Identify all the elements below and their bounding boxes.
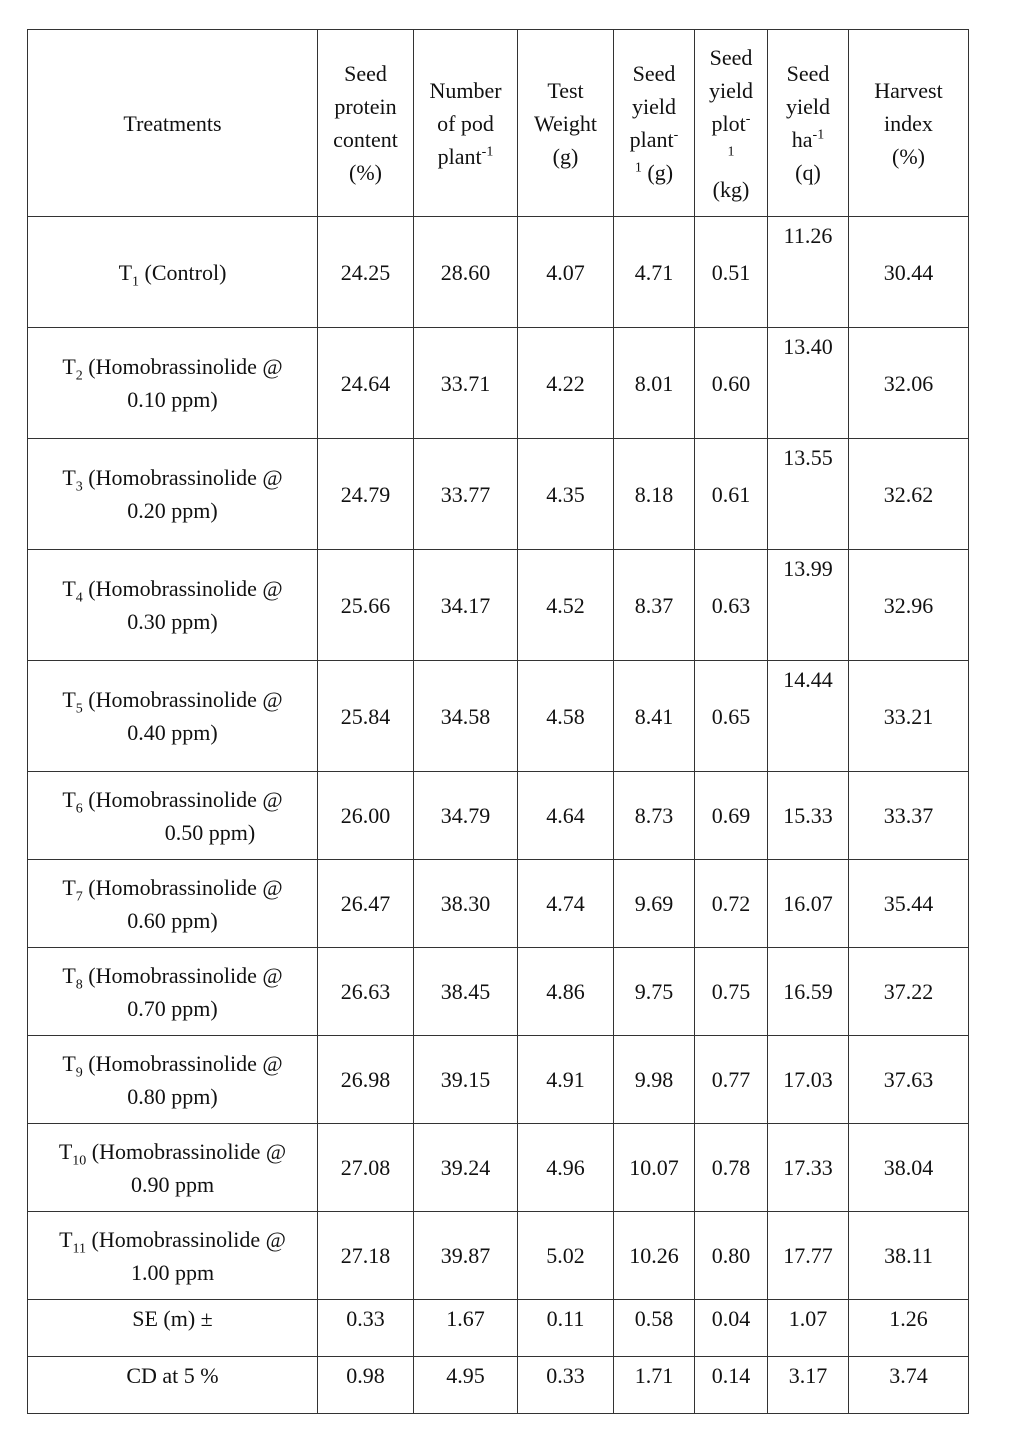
value-cell: 14.44 xyxy=(768,661,849,772)
stat-value-cell: 0.98 xyxy=(318,1357,414,1414)
header-test-weight: Test Weight (g) xyxy=(518,30,614,217)
value-cell: 4.91 xyxy=(518,1036,614,1124)
value-cell: 26.00 xyxy=(318,772,414,860)
stat-value-cell: 4.95 xyxy=(414,1357,518,1414)
value-cell: 25.84 xyxy=(318,661,414,772)
value-cell: 33.37 xyxy=(849,772,969,860)
value-cell: 38.04 xyxy=(849,1124,969,1212)
value-cell: 4.35 xyxy=(518,439,614,550)
value-cell: 26.63 xyxy=(318,948,414,1036)
stat-row xyxy=(28,1357,969,1414)
treatment-cell: $T_4$ (Homobrassinolide @ 0.30 ppm) xyxy=(28,550,318,661)
value-cell: 24.79 xyxy=(318,439,414,550)
header-pods-per-plant: Number of pod plant$^{-1}$ xyxy=(414,30,518,217)
value-cell: 10.26 xyxy=(614,1212,695,1300)
table-body xyxy=(28,217,969,1414)
table-row xyxy=(28,328,969,439)
value-cell: 27.18 xyxy=(318,1212,414,1300)
header-seed-yield-plant: Seed yield plant- $^1$ (g) xyxy=(614,30,695,217)
table-row xyxy=(28,661,969,772)
treatment-cell: $T_1$ (Control) xyxy=(28,217,318,328)
value-cell: 24.64 xyxy=(318,328,414,439)
value-cell: 32.06 xyxy=(849,328,969,439)
header-seed-yield-ha: Seed yield $ha^{-1}$ (q) xyxy=(768,30,849,217)
value-cell: 0.61 xyxy=(695,439,768,550)
stat-label: SE (m) ± xyxy=(28,1300,318,1357)
stat-row xyxy=(28,1300,969,1357)
value-cell: 25.66 xyxy=(318,550,414,661)
stat-value-cell: 1.07 xyxy=(768,1300,849,1357)
table-row xyxy=(28,860,969,948)
value-cell: 33.21 xyxy=(849,661,969,772)
value-cell: 32.62 xyxy=(849,439,969,550)
stat-value-cell: 0.58 xyxy=(614,1300,695,1357)
stat-value-cell: 1.71 xyxy=(614,1357,695,1414)
value-cell: 39.15 xyxy=(414,1036,518,1124)
value-cell: 0.78 xyxy=(695,1124,768,1212)
header-seed-protein: Seed protein content (%) xyxy=(318,30,414,217)
value-cell: 38.30 xyxy=(414,860,518,948)
value-cell: 9.75 xyxy=(614,948,695,1036)
value-cell: 13.55 xyxy=(768,439,849,550)
value-cell: 34.79 xyxy=(414,772,518,860)
value-cell: 34.17 xyxy=(414,550,518,661)
value-cell: 35.44 xyxy=(849,860,969,948)
value-cell: 4.58 xyxy=(518,661,614,772)
value-cell: 39.24 xyxy=(414,1124,518,1212)
stat-value-cell: 0.14 xyxy=(695,1357,768,1414)
value-cell: 4.52 xyxy=(518,550,614,661)
value-cell: 37.63 xyxy=(849,1036,969,1124)
value-cell: 4.74 xyxy=(518,860,614,948)
stat-label: CD at 5 % xyxy=(28,1357,318,1414)
treatment-cell: $T_9$ (Homobrassinolide @ 0.80 ppm) xyxy=(28,1036,318,1124)
value-cell: 17.03 xyxy=(768,1036,849,1124)
treatment-cell: $T_3$ (Homobrassinolide @ 0.20 ppm) xyxy=(28,439,318,550)
stat-value-cell: 1.67 xyxy=(414,1300,518,1357)
table-row xyxy=(28,1212,969,1300)
value-cell: 4.64 xyxy=(518,772,614,860)
value-cell: 4.96 xyxy=(518,1124,614,1212)
value-cell: 0.60 xyxy=(695,328,768,439)
treatment-cell: $T_5$ (Homobrassinolide @ 0.40 ppm) xyxy=(28,661,318,772)
stat-value-cell: 0.11 xyxy=(518,1300,614,1357)
value-cell: 33.77 xyxy=(414,439,518,550)
value-cell: 0.80 xyxy=(695,1212,768,1300)
stat-value-cell: 0.33 xyxy=(318,1300,414,1357)
value-cell: 13.99 xyxy=(768,550,849,661)
treatment-cell: $T_6$ (Homobrassinolide @ 0.50 ppm) xyxy=(28,772,318,860)
header-row xyxy=(28,30,969,217)
value-cell: 4.86 xyxy=(518,948,614,1036)
value-cell: 28.60 xyxy=(414,217,518,328)
stat-value-cell: 0.04 xyxy=(695,1300,768,1357)
value-cell: 0.63 xyxy=(695,550,768,661)
value-cell: 26.47 xyxy=(318,860,414,948)
header-harvest-index: Harvest index (%) xyxy=(849,30,969,217)
value-cell: 39.87 xyxy=(414,1212,518,1300)
header-treatments: Treatments xyxy=(28,30,318,217)
value-cell: 5.02 xyxy=(518,1212,614,1300)
value-cell: 30.44 xyxy=(849,217,969,328)
value-cell: 33.71 xyxy=(414,328,518,439)
value-cell: 8.73 xyxy=(614,772,695,860)
treatment-cell: $T_{10}$ (Homobrassinolide @ 0.90 ppm xyxy=(28,1124,318,1212)
value-cell: 0.69 xyxy=(695,772,768,860)
value-cell: 4.71 xyxy=(614,217,695,328)
value-cell: 0.77 xyxy=(695,1036,768,1124)
table-row xyxy=(28,550,969,661)
table-row xyxy=(28,772,969,860)
value-cell: 8.01 xyxy=(614,328,695,439)
value-cell: 9.69 xyxy=(614,860,695,948)
stat-value-cell: 3.17 xyxy=(768,1357,849,1414)
value-cell: 26.98 xyxy=(318,1036,414,1124)
value-cell: 4.07 xyxy=(518,217,614,328)
value-cell: 32.96 xyxy=(849,550,969,661)
treatment-cell: $T_7$ (Homobrassinolide @ 0.60 ppm) xyxy=(28,860,318,948)
value-cell: 9.98 xyxy=(614,1036,695,1124)
treatment-cell: $T_8$ (Homobrassinolide @ 0.70 ppm) xyxy=(28,948,318,1036)
value-cell: 8.41 xyxy=(614,661,695,772)
value-cell: 16.07 xyxy=(768,860,849,948)
value-cell: 16.59 xyxy=(768,948,849,1036)
treatment-cell: $T_2$ (Homobrassinolide @ 0.10 ppm) xyxy=(28,328,318,439)
stat-value-cell: 0.33 xyxy=(518,1357,614,1414)
table-row xyxy=(28,948,969,1036)
value-cell: 8.37 xyxy=(614,550,695,661)
table-row xyxy=(28,217,969,328)
value-cell: 4.22 xyxy=(518,328,614,439)
value-cell: 0.72 xyxy=(695,860,768,948)
value-cell: 24.25 xyxy=(318,217,414,328)
value-cell: 10.07 xyxy=(614,1124,695,1212)
value-cell: 27.08 xyxy=(318,1124,414,1212)
value-cell: 34.58 xyxy=(414,661,518,772)
table-row xyxy=(28,1036,969,1124)
results-table xyxy=(27,29,969,1414)
value-cell: 0.75 xyxy=(695,948,768,1036)
value-cell: 8.18 xyxy=(614,439,695,550)
value-cell: 0.65 xyxy=(695,661,768,772)
value-cell: 15.33 xyxy=(768,772,849,860)
value-cell: 38.11 xyxy=(849,1212,969,1300)
stat-value-cell: 3.74 xyxy=(849,1357,969,1414)
value-cell: 11.26 xyxy=(768,217,849,328)
value-cell: 37.22 xyxy=(849,948,969,1036)
value-cell: 17.33 xyxy=(768,1124,849,1212)
value-cell: 13.40 xyxy=(768,328,849,439)
treatment-cell: $T_{11}$ (Homobrassinolide @ 1.00 ppm xyxy=(28,1212,318,1300)
table-row xyxy=(28,1124,969,1212)
value-cell: 0.51 xyxy=(695,217,768,328)
stat-value-cell: 1.26 xyxy=(849,1300,969,1357)
value-cell: 38.45 xyxy=(414,948,518,1036)
value-cell: 17.77 xyxy=(768,1212,849,1300)
header-seed-yield-plot: Seed yield plot- $^1$ (kg) xyxy=(695,30,768,217)
table-row xyxy=(28,439,969,550)
